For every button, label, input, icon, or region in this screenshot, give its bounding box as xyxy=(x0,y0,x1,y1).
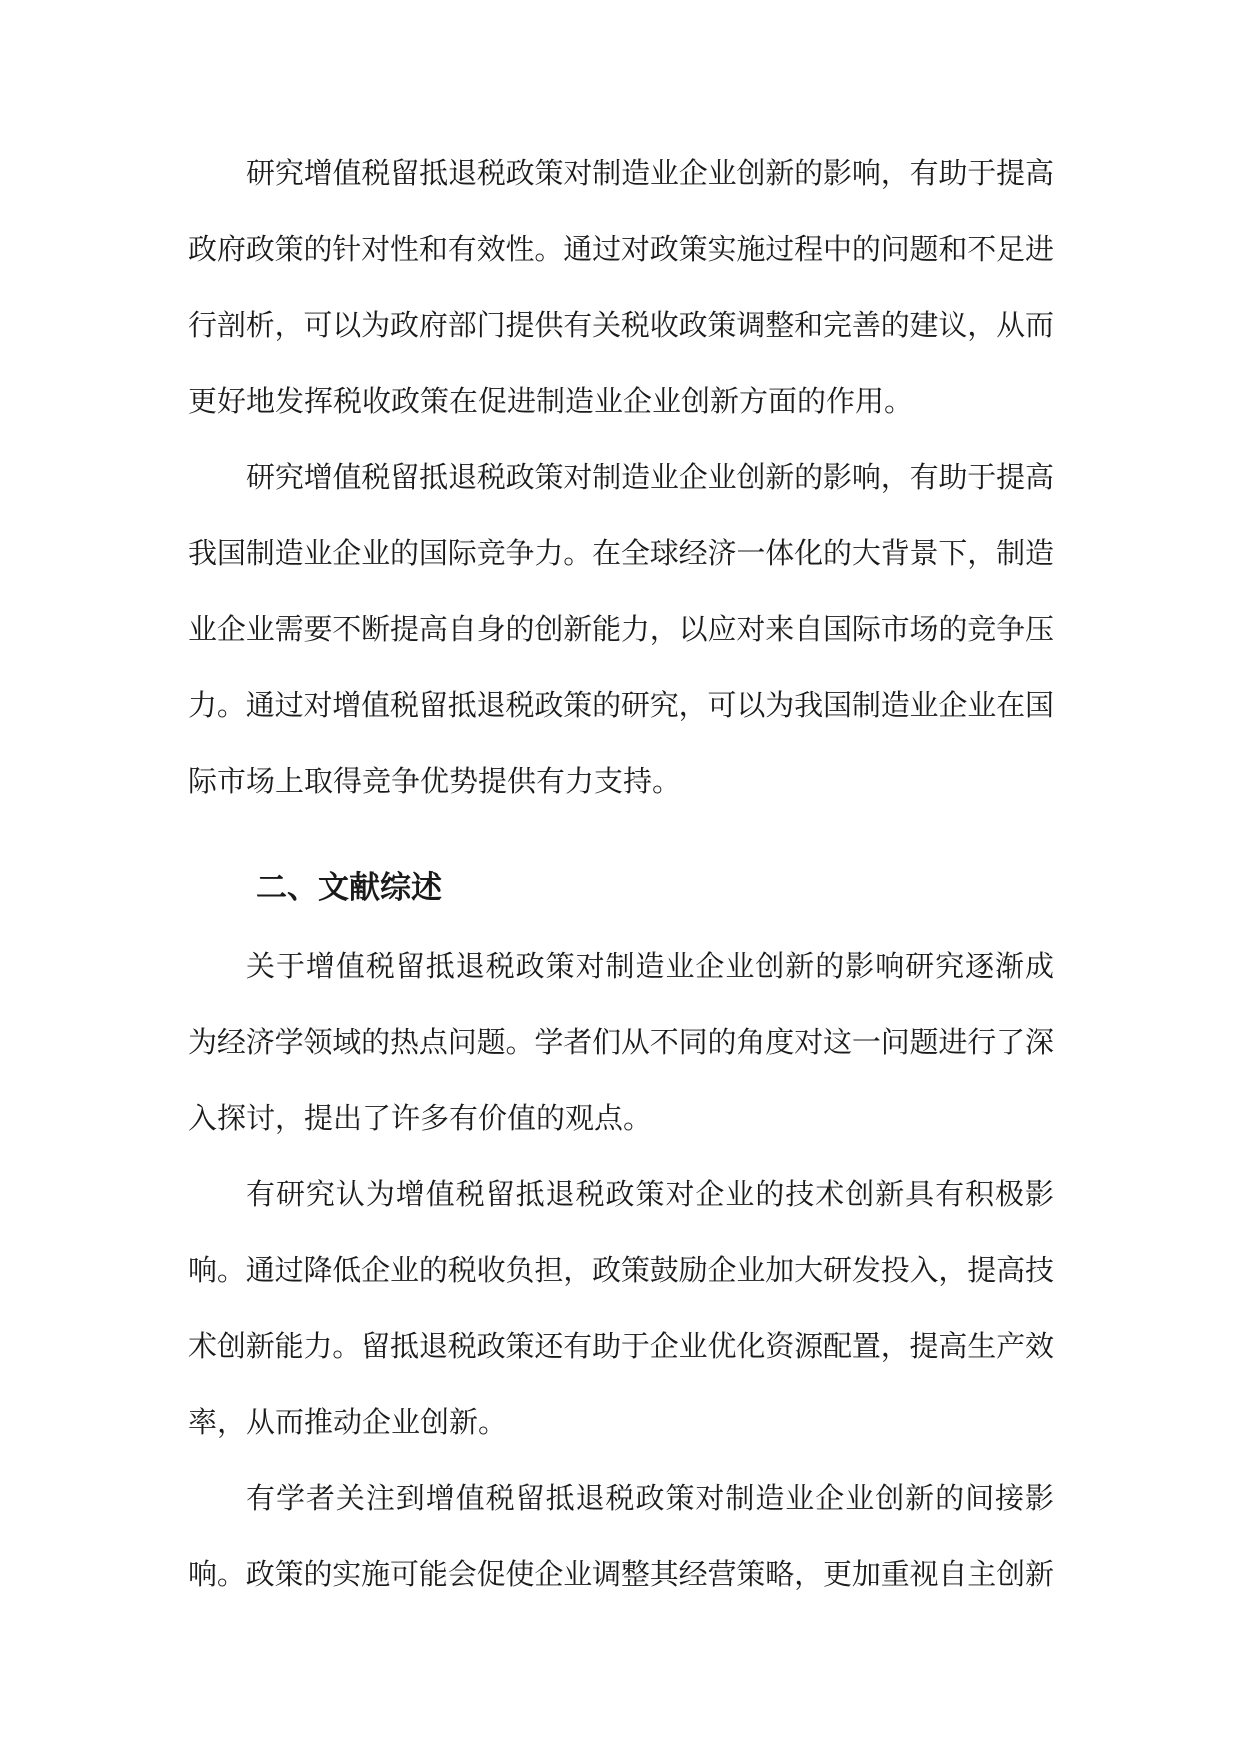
paragraph-line xyxy=(0,1244,1241,1296)
section-heading xyxy=(0,860,1241,916)
paragraph-line xyxy=(0,1016,1241,1068)
paragraph-line xyxy=(0,1548,1241,1600)
line-text: 力。通过对增值税留抵退税政策的研究，可以为我国制造业企业在国 xyxy=(188,688,1054,722)
line-text: 更好地发挥税收政策在促进制造业企业创新方面的作用。 xyxy=(188,384,914,418)
line-text: 响。通过降低企业的税收负担，政策鼓励企业加大研发投入，提高技 xyxy=(188,1253,1054,1287)
paragraph-line xyxy=(0,940,1241,992)
paragraph-line xyxy=(0,1092,1241,1144)
line-text: 响。政策的实施可能会促使企业调整其经营策略，更加重视自主创新 xyxy=(188,1557,1054,1591)
paragraph-line xyxy=(0,1320,1241,1372)
paragraph-line xyxy=(0,603,1241,655)
paragraph-line xyxy=(0,223,1241,275)
paragraph-line xyxy=(0,147,1241,199)
line-text: 际市场上取得竞争优势提供有力支持。 xyxy=(188,764,682,798)
line-text: 政府政策的针对性和有效性。通过对政策实施过程中的问题和不足进 xyxy=(188,232,1054,266)
paragraph-line xyxy=(0,299,1241,351)
paragraph-line xyxy=(0,451,1241,503)
line-text: 率，从而推动企业创新。 xyxy=(188,1405,508,1439)
line-text: 为经济学领域的热点问题。学者们从不同的角度对这一问题进行了深 xyxy=(188,1025,1054,1059)
line-text: 入探讨，提出了许多有价值的观点。 xyxy=(188,1101,653,1135)
line-text: 有研究认为增值税留抵退税政策对企业的技术创新具有积极影 xyxy=(246,1177,1055,1211)
line-text: 行剖析，可以为政府部门提供有关税收政策调整和完善的建议，从而 xyxy=(188,308,1054,342)
paragraph-line xyxy=(0,527,1241,579)
section-heading-text: 二、文献综述 xyxy=(256,870,442,906)
line-text: 关于增值税留抵退税政策对制造业企业创新的影响研究逐渐成 xyxy=(246,949,1055,983)
paragraph-line xyxy=(0,679,1241,731)
paragraph-line xyxy=(0,1396,1241,1448)
paragraph-line xyxy=(0,755,1241,807)
line-text: 业企业需要不断提高自身的创新能力，以应对来自国际市场的竞争压 xyxy=(188,612,1054,646)
paragraph-line xyxy=(0,375,1241,427)
line-text: 研究增值税留抵退税政策对制造业企业创新的影响，有助于提高 xyxy=(246,460,1054,494)
line-text: 有学者关注到增值税留抵退税政策对制造业企业创新的间接影 xyxy=(246,1481,1055,1515)
paragraph-line xyxy=(0,1472,1241,1524)
paragraph-line xyxy=(0,1168,1241,1220)
line-text: 研究增值税留抵退税政策对制造业企业创新的影响，有助于提高 xyxy=(246,156,1054,190)
line-text: 我国制造业企业的国际竞争力。在全球经济一体化的大背景下，制造 xyxy=(188,536,1054,570)
line-text: 术创新能力。留抵退税政策还有助于企业优化资源配置，提高生产效 xyxy=(188,1329,1054,1363)
